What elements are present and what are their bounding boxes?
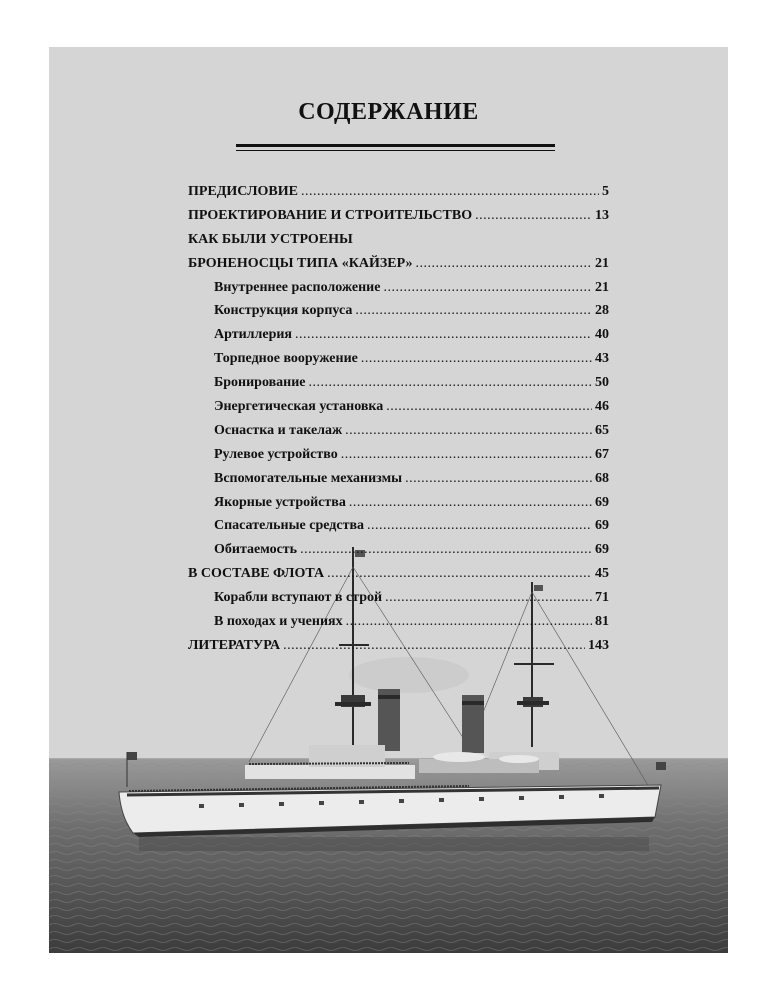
toc-leader-dots <box>383 280 592 296</box>
toc-entry-page: 81 <box>595 614 609 630</box>
toc-entry-title: Рулевое устройство <box>214 446 338 462</box>
toc-leader-dots <box>349 495 592 511</box>
toc-entry-page: 67 <box>595 446 609 462</box>
toc-entry-page: 71 <box>595 590 609 606</box>
toc-entry <box>188 351 609 375</box>
toc-entry-title: Торпедное вооружение <box>214 351 358 367</box>
table-of-contents <box>188 184 609 662</box>
toc-entry <box>188 447 609 471</box>
toc-leader-dots <box>361 351 592 367</box>
toc-entry-page: 68 <box>595 470 609 486</box>
toc-entry-page: 46 <box>595 399 609 415</box>
toc-entry <box>188 518 609 542</box>
toc-entry-title: Корабли вступают в строй <box>214 590 383 606</box>
toc-entry <box>188 638 609 662</box>
toc-entry-title: Бронирование <box>214 375 306 391</box>
toc-entry-page: 43 <box>595 351 609 367</box>
toc-entry-page: 13 <box>595 207 609 223</box>
toc-entry <box>188 232 609 256</box>
toc-entry <box>188 280 609 304</box>
toc-entry <box>188 423 609 447</box>
toc-entry-page: 40 <box>595 327 609 343</box>
toc-leader-dots <box>341 447 592 463</box>
toc-leader-dots <box>301 184 599 200</box>
toc-entry-page: 50 <box>595 375 609 391</box>
toc-leader-dots <box>386 399 592 415</box>
toc-entry-title: КАК БЫЛИ УСТРОЕНЫ <box>188 231 353 247</box>
toc-entry <box>188 327 609 351</box>
toc-entry <box>188 495 609 519</box>
toc-entry-title: Внутреннее расположение <box>214 279 381 295</box>
toc-entry-title: Обитаемость <box>214 542 298 558</box>
toc-entry-page: 45 <box>595 566 609 582</box>
toc-entry-page: 69 <box>595 518 609 534</box>
book-page <box>49 47 728 953</box>
toc-entry <box>188 208 609 232</box>
toc-leader-dots <box>405 471 592 487</box>
toc-leader-dots <box>355 303 592 319</box>
toc-entry <box>188 399 609 423</box>
toc-entry <box>188 614 609 638</box>
toc-entry-page: 69 <box>595 542 609 558</box>
toc-entry-page: 143 <box>588 637 609 653</box>
toc-entry-page: 65 <box>595 422 609 438</box>
toc-entry-title: Артиллерия <box>214 327 293 343</box>
toc-leader-dots <box>346 614 592 630</box>
toc-leader-dots <box>385 590 592 606</box>
toc-entry-title: В СОСТАВЕ ФЛОТА <box>188 566 325 582</box>
toc-entry-title: Якорные устройства <box>214 494 346 510</box>
toc-leader-dots <box>309 375 592 391</box>
toc-entry-title: Спасательные средства <box>214 518 365 534</box>
title-rule-thin <box>236 150 555 151</box>
toc-entry-page: 21 <box>595 255 609 271</box>
toc-entry-title: Конструкция корпуса <box>214 303 353 319</box>
toc-leader-dots <box>475 208 592 224</box>
toc-leader-dots <box>367 518 592 534</box>
toc-entry <box>188 303 609 327</box>
toc-entry-page: 5 <box>602 184 609 199</box>
toc-entry <box>188 471 609 495</box>
toc-entry-title: ЛИТЕРАТУРА <box>188 637 281 653</box>
toc-entry <box>188 590 609 614</box>
toc-leader-dots <box>295 327 592 343</box>
toc-entry <box>188 256 609 280</box>
toc-entry-title: Вспомогательные механизмы <box>214 470 403 486</box>
toc-leader-dots <box>300 542 592 558</box>
toc-entry-title: Энергетическая установка <box>214 399 384 415</box>
toc-entry <box>188 566 609 590</box>
toc-leader-dots <box>416 256 592 272</box>
toc-entry-title: БРОНЕНОСЦЫ ТИПА «КАЙЗЕР» <box>188 255 413 271</box>
toc-entry-title: Оснастка и такелаж <box>214 422 343 438</box>
page-title: СОДЕРЖАНИЕ <box>298 99 479 125</box>
toc-entry-page: 69 <box>595 494 609 510</box>
toc-entry-title: ПРОЕКТИРОВАНИЕ И СТРОИТЕЛЬСТВО <box>188 207 473 223</box>
toc-entry-page: 21 <box>595 279 609 295</box>
toc-leader-dots <box>283 638 585 654</box>
toc-entry <box>188 184 609 208</box>
toc-leader-dots <box>327 566 592 582</box>
toc-entry-title: ПРЕДИСЛОВИЕ <box>188 184 298 199</box>
toc-leader-dots <box>345 423 592 439</box>
title-rule-thick <box>236 144 555 147</box>
toc-entry-page: 28 <box>595 303 609 319</box>
toc-entry <box>188 542 609 566</box>
toc-entry <box>188 375 609 399</box>
toc-entry-title: В походах и учениях <box>214 614 343 630</box>
